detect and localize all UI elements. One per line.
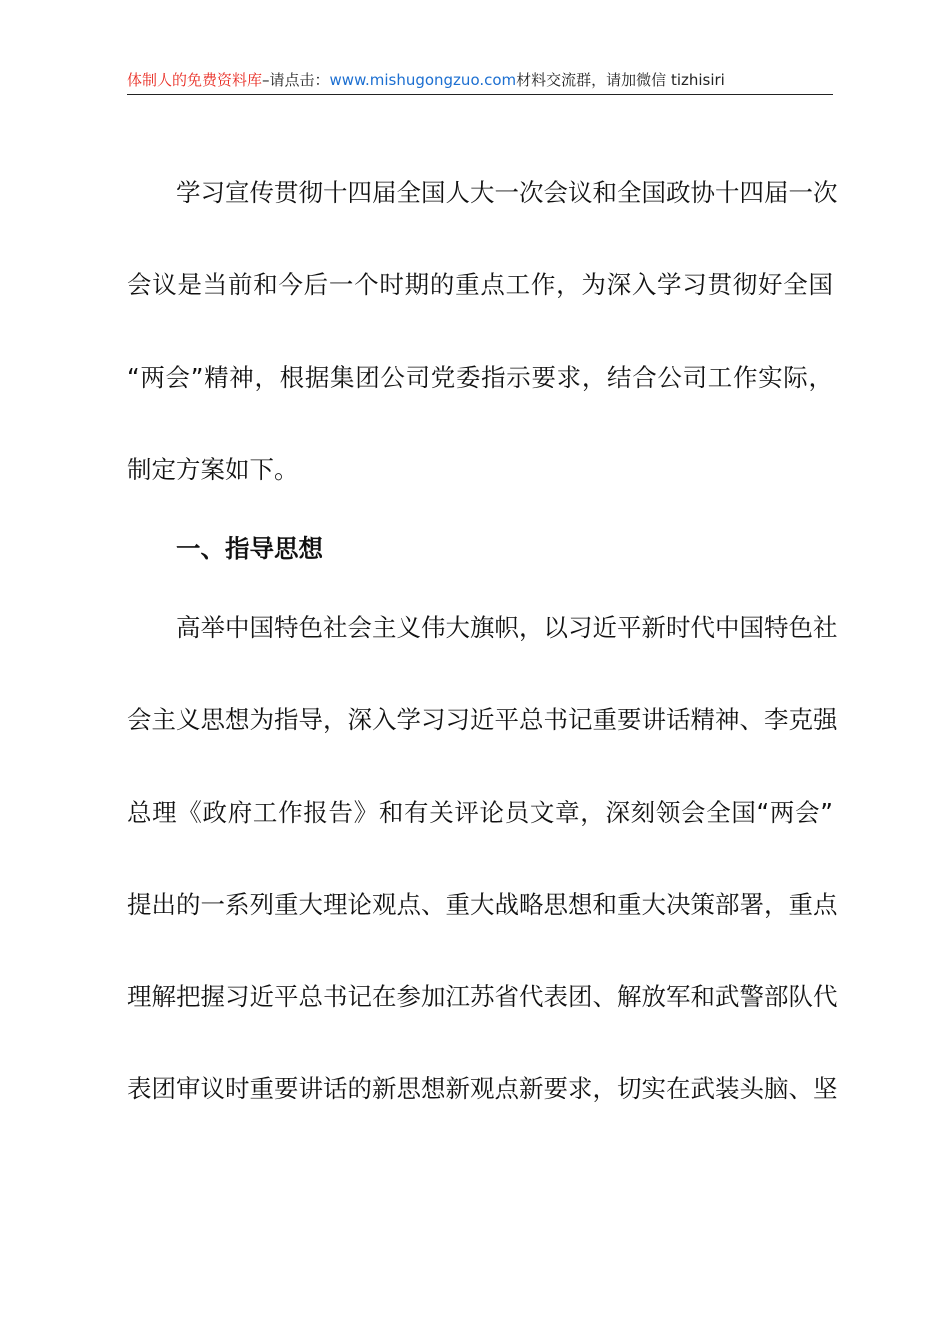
- section-heading: 一、指导思想: [176, 534, 323, 563]
- paragraph-line: 总理《政府工作报告》和有关评论员文章，深刻领会全国“两会”: [127, 798, 833, 827]
- page-header: [127, 68, 833, 95]
- paragraph-line: 会主义思想为指导，深入学习习近平总书记重要讲话精神、李克强: [127, 705, 838, 734]
- header-site-name: 体制人的免费资料库: [127, 71, 263, 89]
- paragraph-line: 理解把握习近平总书记在参加江苏省代表团、解放军和武警部队代: [127, 982, 838, 1011]
- paragraph-line: 会议是当前和今后一个时期的重点工作，为深入学习贯彻好全国: [127, 270, 833, 299]
- header-url-link[interactable]: www.mishugongzuo.com: [329, 71, 517, 89]
- paragraph-line: 提出的一系列重大理论观点、重大战略思想和重大决策部署，重点: [127, 890, 838, 919]
- header-suffix: 材料交流群，请加微信 tizhisiri: [516, 71, 725, 89]
- paragraph-line: 制定方案如下。: [127, 455, 299, 484]
- paragraph-line: 高举中国特色社会主义伟大旗帜，以习近平新时代中国特色社: [176, 613, 838, 642]
- paragraph-line: 学习宣传贯彻十四届全国人大一次会议和全国政协十四届一次: [176, 178, 838, 207]
- paragraph-line: “两会”精神，根据集团公司党委指示要求，结合公司工作实际，: [127, 363, 833, 392]
- header-prompt: –请点击：: [262, 71, 330, 89]
- paragraph-line: 表团审议时重要讲话的新思想新观点新要求，切实在武装头脑、坚: [127, 1074, 838, 1103]
